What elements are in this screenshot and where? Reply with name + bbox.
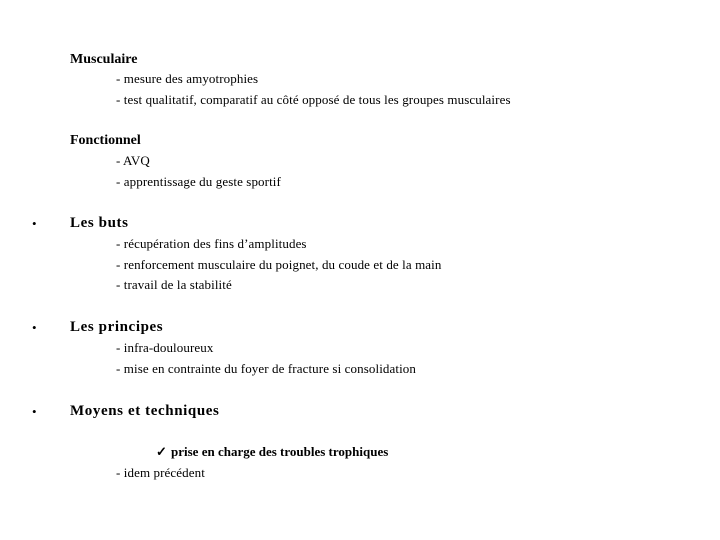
buts-item-1: - récupération des fins d’amplitudes	[116, 236, 307, 251]
moyens-item-1: - idem précédent	[116, 465, 205, 480]
fonctionnel-item-1: - AVQ	[116, 153, 150, 168]
moyens-heading: Moyens et techniques	[70, 403, 220, 419]
moyens-check-item: prise en charge des troubles trophiques	[171, 444, 389, 459]
fonctionnel-item-2: - apprentissage du geste sportif	[116, 174, 281, 189]
principes-item-2: - mise en contrainte du foyer de fracture si consolidation	[116, 361, 417, 376]
bullet-principes: •	[32, 320, 37, 335]
principes-item-1: - infra-douloureux	[116, 340, 214, 355]
bullet-buts: •	[32, 216, 37, 231]
musculaire-heading: Musculaire	[70, 52, 138, 67]
principes-heading: Les principes	[70, 319, 164, 335]
buts-heading: Les buts	[70, 215, 129, 231]
buts-item-3: - travail de la stabilité	[116, 277, 232, 292]
buts-item-2: - renforcement musculaire du poignet, du coude et de la main	[116, 257, 442, 272]
checkmark-icon: ✓	[156, 444, 167, 459]
fonctionnel-heading: Fonctionnel	[70, 133, 141, 148]
musculaire-item-2: - test qualitatif, comparatif au côté opposé de tous les groupes musculaires	[116, 92, 511, 107]
musculaire-item-1: - mesure des amyotrophies	[116, 71, 259, 86]
bullet-moyens: •	[32, 404, 37, 419]
